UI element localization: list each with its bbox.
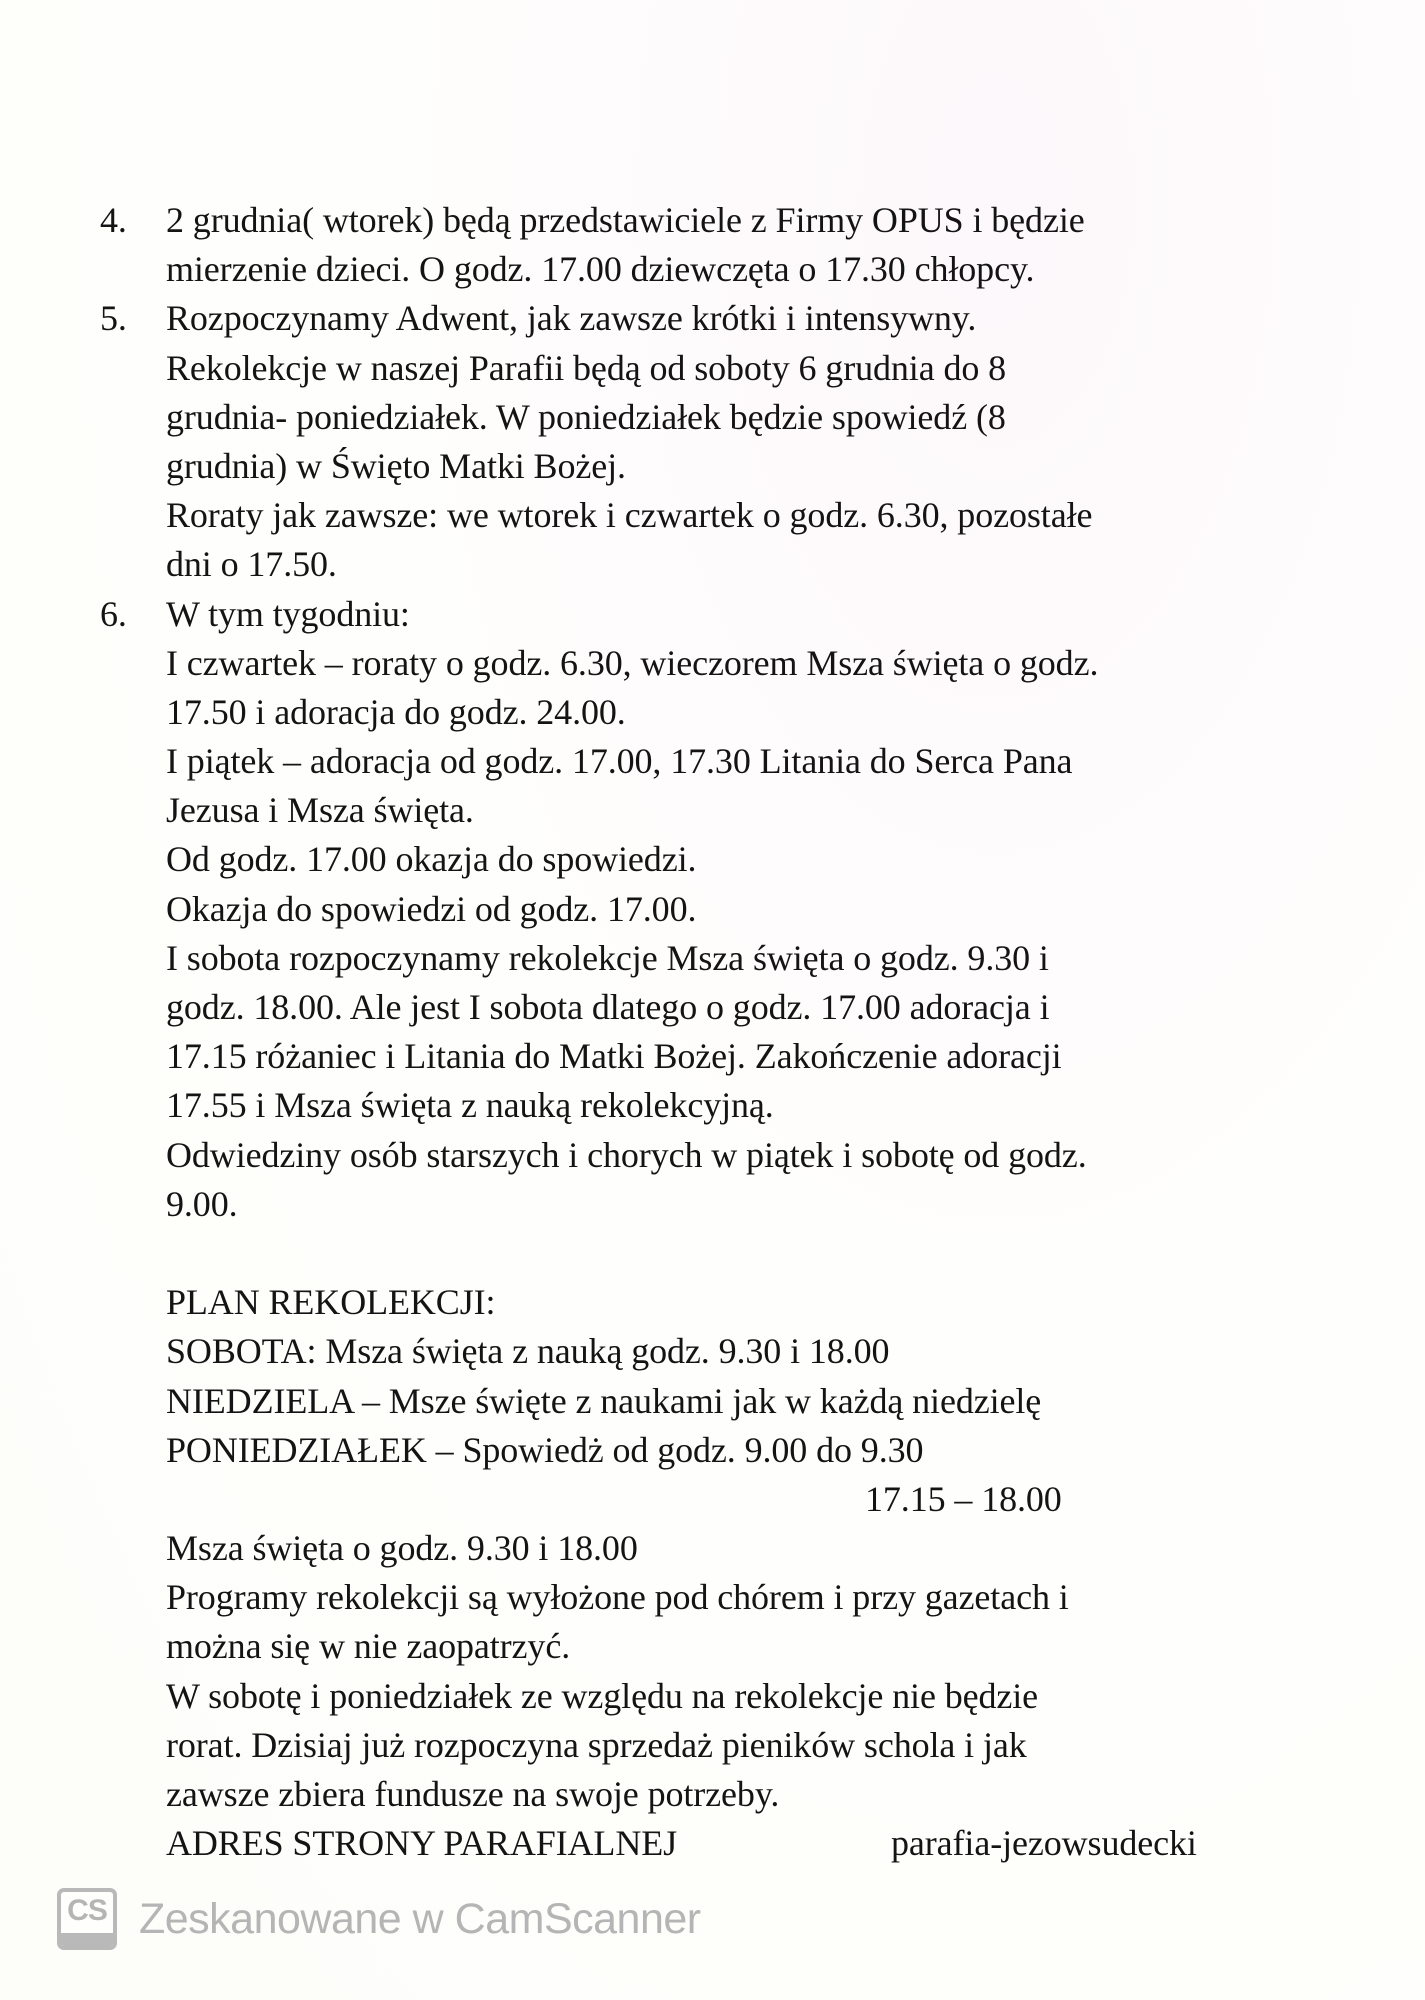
announcement-line (100, 196, 1350, 245)
announcement-item-6 (100, 590, 1350, 1229)
announcement-line: godz. 18.00. Ale jest I sobota dlatego o godz. 17.00 adoracja i (166, 987, 1050, 1027)
announcement-line: I sobota rozpoczynamy rekolekcje Msza święta o godz. 9.30 i (166, 937, 1049, 978)
camscanner-logo-icon (57, 1888, 117, 1950)
item-text: Rozpoczynamy Adwent, jak zawsze krótki i intensywny. (166, 298, 977, 339)
announcement-line: Okazja do spowiedzi od godz. 17.00. (166, 888, 697, 929)
item-number: 5. (100, 298, 127, 339)
retreat-plan (100, 1278, 1350, 1573)
item-number: 4. (100, 200, 127, 240)
blank-line (100, 1229, 1350, 1278)
announcement-line: grudnia) w Święto Matki Bożej. (166, 445, 626, 486)
camscanner-watermark (57, 1888, 701, 1950)
announcement-line: I piątek – adoracja od godz. 17.00, 17.30 Litania do Serca Pana (166, 741, 1073, 782)
announcement-line: dni o 17.50. (166, 544, 337, 585)
camscanner-logo-bar (61, 1933, 113, 1946)
closing-line: Programy rekolekcji są wyłożone pod chórem i przy gazetach i (166, 1577, 1069, 1618)
announcement-line: Jezusa i Msza święta. (166, 790, 474, 831)
camscanner-logo-text: CS (67, 1894, 107, 1927)
item-number: 6. (100, 593, 127, 634)
retreat-plan-monday: PONIEDZIAŁEK – Spowiedż od godz. 9.00 do 9.30 (166, 1429, 924, 1470)
announcement-line: grudnia- poniedziałek. W poniedziałek będzie spowiedź (8 (166, 396, 1006, 437)
closing-notes (100, 1573, 1350, 1819)
camscanner-watermark-text: Zeskanowane w CamScanner (139, 1894, 701, 1943)
announcement-line: I czwartek – roraty o godz. 6.30, wieczorem Msza święta o godz. (166, 642, 1099, 683)
closing-line: można się w nie zaopatrzyć. (166, 1626, 571, 1667)
retreat-plan-monday-second-slot: 17.15 – 18.00 (865, 1478, 1062, 1519)
retreat-plan-saturday: SOBOTA: Msza święta z nauką godz. 9.30 i 18.00 (166, 1331, 890, 1372)
announcement-line (100, 590, 1350, 639)
announcement-line: Odwiedziny osób starszych i chorych w piątek i sobotę od godz. (166, 1134, 1087, 1175)
announcement-line: mierzenie dzieci. O godz. 17.00 dziewczęta o 17.30 chłopcy. (166, 249, 1035, 290)
announcement-line: 17.55 i Msza święta z nauką rekolekcyjną. (166, 1085, 774, 1126)
announcement-line: 9.00. (166, 1183, 238, 1224)
item-text: W tym tygodniu: (166, 593, 410, 634)
announcement-line: Od godz. 17.00 okazja do spowiedzi. (166, 839, 697, 880)
announcement-line: 17.15 różaniec i Litania do Matki Bożej. Zakończenie adoracji (166, 1036, 1062, 1077)
retreat-plan-monday-mass: Msza święta o godz. 9.30 i 18.00 (166, 1528, 638, 1569)
item-text: 2 grudnia( wtorek) będą przedstawiciele z Firmy OPUS i będzie (166, 200, 1085, 240)
announcement-line: Roraty jak zawsze: we wtorek i czwartek o godz. 6.30, pozostałe (166, 495, 1093, 536)
parish-address-value: parafia-jezowsudecki (891, 1823, 1197, 1864)
closing-line: W sobotę i poniedziałek ze względu na rekolekcje nie będzie (166, 1675, 1039, 1716)
retreat-plan-title: PLAN REKOLEKCJI: (166, 1282, 496, 1323)
announcement-line: 17.50 i adoracja do godz. 24.00. (166, 691, 626, 732)
retreat-plan-sunday: NIEDZIELA – Msze święte z naukami jak w każdą niedzielę (166, 1380, 1042, 1421)
parish-address-label: ADRES STRONY PARAFIALNEJ (166, 1823, 678, 1864)
parish-address (100, 1819, 1350, 1868)
announcement-item-4 (100, 196, 1350, 294)
closing-line: zawsze zbiera fundusze na swoje potrzeby. (166, 1774, 780, 1814)
announcement-line: Rekolekcje w naszej Parafii będą od soboty 6 grudnia do 8 (166, 347, 1007, 388)
announcements-content (100, 196, 1350, 1868)
announcement-item-5 (100, 294, 1350, 589)
closing-line: rorat. Dzisiaj już rozpoczyna sprzedaż pieników schola i jak (166, 1724, 1027, 1765)
announcement-line (100, 294, 1350, 343)
